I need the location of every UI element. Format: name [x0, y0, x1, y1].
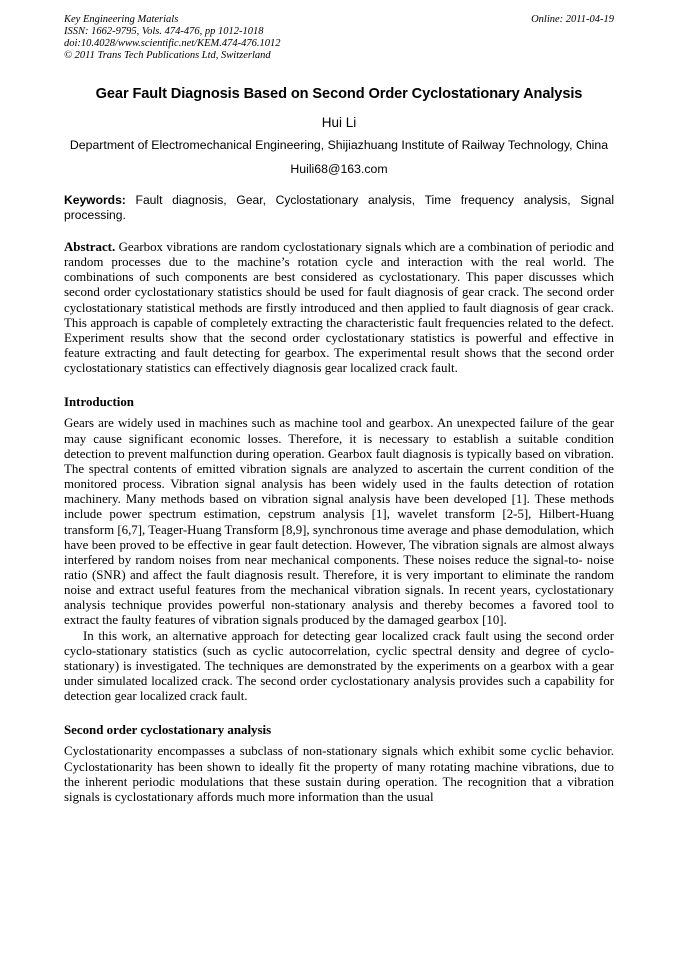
keywords-label: Keywords: [64, 193, 126, 207]
abstract [64, 240, 614, 376]
section-heading-cyclostationary: Second order cyclostationary analysis [64, 723, 272, 738]
doi-line: doi:10.4028/www.scientific.net/KEM.474-476.1012 [64, 38, 281, 49]
copyright-line: © 2011 Trans Tech Publications Ltd, Switzerland [64, 50, 271, 61]
paper-title: Gear Fault Diagnosis Based on Second Order Cyclostationary Analysis [95, 86, 583, 102]
section-heading-introduction: Introduction [64, 395, 134, 410]
cyclostationary-paragraph-1: Cyclostationarity encompasses a subclass of non-stationary signals which exhibit some cyclic behavior. Cyclostationarity has been shown to ideally fit the property of many rotating machine vibrations, due to the inherent periodic modulations that these sustain during operation. The recognition that a vibration signals is cyclostationary affords much more information than the usual [64, 744, 614, 804]
journal-header [64, 14, 614, 62]
abstract-label: Abstract. [64, 240, 116, 254]
online-date: Online: 2011-04-19 [531, 14, 614, 25]
author-name: Hui Li [321, 115, 357, 130]
intro-paragraph-1: Gears are widely used in machines such as machine tool and gearbox. An unexpected failure of the gear may cause significant economic losses. Therefore, it is necessary to establish a suitable condition detection to prevent malfunction during operation. Gearbox fault diagnosis is typically based on vibration. The spectral contents of emitted vibration signals are analyzed to ascertain the current condition of the monitored process. Vibration signal analysis has been widely used in the faults detection of rotation machinery. Many methods based on vibration signal analysis have been developed [1]. These methods include power spectrum estimation, cepstrum analysis [1], wavelet transform [2-5], Hilbert-Huang transform [6,7], Teager-Huang Transform [8,9], synchronous time average and phase demodulation, which have been proved to be effective in gear fault detection. However, The vibration signals are almost always interfered by random noises from near mechanical components. These noises reduce the signal-to- noise ratio (SNR) and affect the fault diagnosis result. Therefore, it is very important to eliminate the random noise and extract useful features from the mechanical vibration signals. In recent years, cyclostationary analysis technique provides powerful non-stationary analysis and thereby becomes a favored tool to extract the faulty features of vibration signals produced by the damaged gearbox [10]. [64, 416, 614, 628]
journal-name: Key Engineering Materials [64, 14, 179, 25]
intro-paragraph-2: In this work, an alternative approach for detecting gear localized crack fault using the second order cyclo-stationary statistics (such as cyclic autocorrelation, cyclic spectral density and degree of cyclo-stationary) is investigated. The techniques are demonstrated by the experiments on a gearbox with a gear under simulated localized crack. The second order cyclostationary analysis provides such a capability for detection gear localized crack fault. [64, 628, 614, 704]
author-email: Huili68@163.com [290, 162, 388, 176]
abstract-text: Gearbox vibrations are random cyclostationary signals which are a combination of periodic and random processes due to the machine’s rotation cycle and interaction with the real world. The combinations of such components are best considered as cyclostationary. This paper discusses which second order cyclostationary statistics should be used for fault diagnosis of gear crack. The second order cyclostationary statistical methods are firstly introduced and then applied to fault diagnosis of gear crack. This approach is capable of completely extracting the characteristic fault frequencies related to the defect. Experiment results show that the second order cyclostationary statistics is powerful and effective in feature extracting and fault detecting for gearbox. The experimental result shows that the second order cyclostationary statistics can effectively diagnosis gear localized crack fault. [64, 240, 614, 376]
affiliation: Department of Electromechanical Engineering, Shijiazhuang Institute of Railway Technology, China [69, 138, 609, 152]
keywords-text: Fault diagnosis, Gear, Cyclostationary analysis, Time frequency analysis, Signal processing. [64, 193, 614, 222]
issn-line: ISSN: 1662-9795, Vols. 474-476, pp 1012-1018 [64, 26, 264, 37]
paper-page [64, 14, 614, 805]
keywords [64, 193, 614, 222]
